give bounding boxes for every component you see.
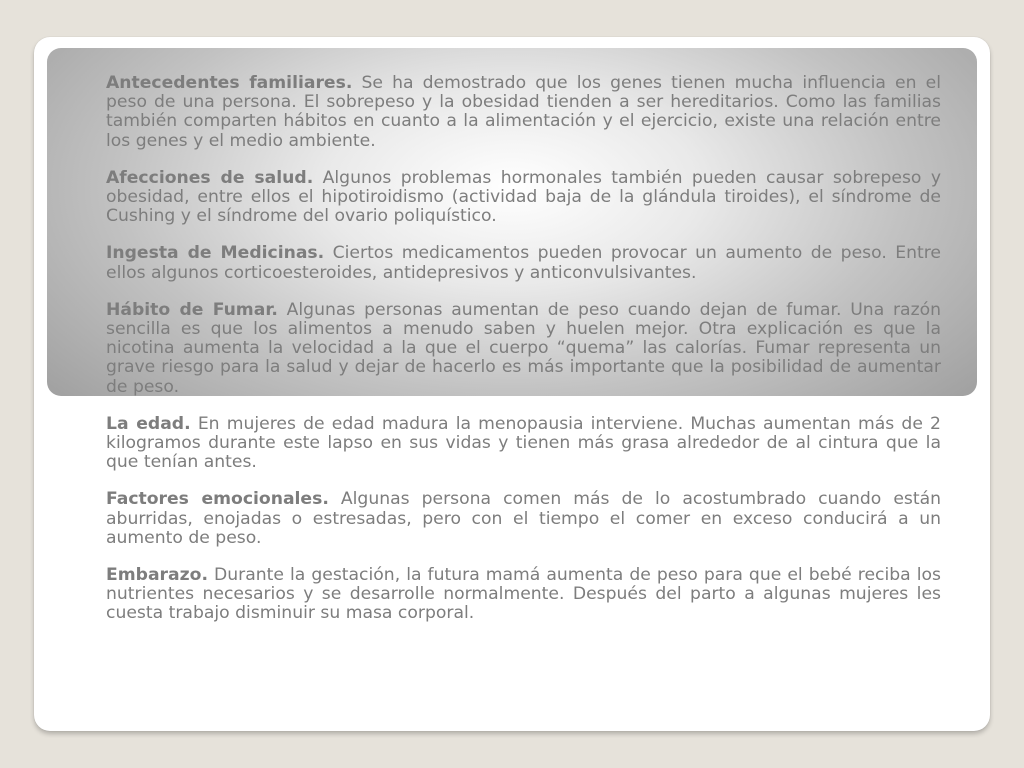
paragraph-text: Algunas personas aumentan de peso cuando dejan de fumar. Una razón sencilla es que los alimentos a menudo saben y huelen mejor. Otra explicación es que la nicotina aumenta la velocidad a la que el cuerpo “quema” las calorías. Fumar representa un grave riesgo para la salud y dejar de hacerlo es más importante que la posibilidad de aumentar de peso.	[106, 299, 941, 397]
paragraph-heading: La edad.	[106, 413, 191, 434]
paragraph-heading: Antecedentes familiares.	[106, 73, 353, 93]
paragraph-heading: Factores emocionales.	[106, 489, 329, 510]
paragraph-la-edad	[106, 415, 941, 473]
paragraph-text: Algunos problemas hormonales también pueden causar sobrepeso y obesidad, entre ellos el hipotiroidismo (actividad baja de la glándula tiroides), el síndrome de Cushing y el síndrome del ovario poliquístico.	[106, 167, 942, 227]
paragraph-antecedentes-familiares	[106, 74, 941, 151]
slide-body-text	[106, 74, 941, 642]
paragraph-habito-de-fumar	[106, 301, 941, 397]
paragraph-text: Durante la gestación, la futura mamá aumenta de peso para que el bebé reciba los nutrientes necesarios y se desarrolle normalmente. Después del parto a algunas mujeres les cuesta trabajo disminuir su masa corporal.	[106, 565, 941, 624]
paragraph-heading: Embarazo.	[106, 565, 208, 586]
paragraph-embarazo	[106, 566, 941, 624]
paragraph-heading: Hábito de Fumar.	[106, 299, 278, 320]
paragraph-text: Ciertos medicamentos pueden provocar un aumento de peso. Entre ellos algunos corticoesteroides, antidepresivos y anticonvulsivantes.	[106, 243, 941, 283]
paragraph-factores-emocionales	[106, 490, 941, 548]
paragraph-ingesta-de-medicinas	[106, 244, 941, 282]
paragraph-heading: Ingesta de Medicinas.	[106, 243, 325, 264]
paragraph-text: Algunas persona comen más de lo acostumbrado cuando están aburridas, enojadas o estresadas, pero con el tiempo el comer en exceso conducirá a un aumento de peso.	[106, 489, 942, 548]
paragraph-text: Se ha demostrado que los genes tienen mucha influencia en el peso de una persona. El sobrepeso y la obesidad tienden a ser hereditarios. Como las familias también comparten hábitos en cuanto a la alimentación y el ejercicio, existe una relación entre los genes y el medio ambiente.	[106, 73, 941, 151]
paragraph-heading: Afecciones de salud.	[106, 167, 314, 188]
paragraph-afecciones-de-salud	[106, 169, 941, 227]
paragraph-text: En mujeres de edad madura la menopausia interviene. Muchas aumentan más de 2 kilogramos durante este lapso en sus vidas y tienen más grasa alrededor de al cintura que la que tenían antes.	[106, 413, 941, 473]
